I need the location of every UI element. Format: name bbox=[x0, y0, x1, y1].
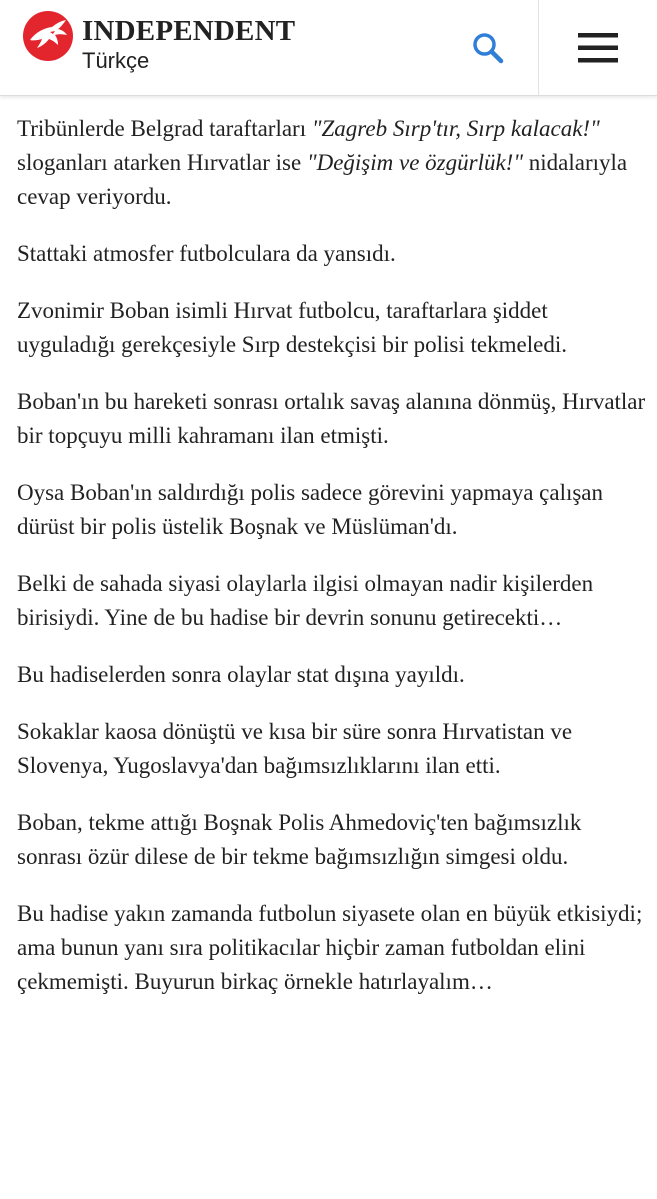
article-paragraph-1 bbox=[17, 112, 647, 214]
hamburger-menu-icon bbox=[578, 33, 618, 63]
article-body bbox=[17, 112, 647, 1022]
article-paragraph-10: Bu hadise yakın zamanda futbolun siyasete olan en büyük etkisiydi; ama bunun yanı sıra politikacılar hiçbir zaman futboldan elini çekmemişti. Buyurun birkaç örnekle hatırlayalım… bbox=[17, 901, 643, 994]
independent-turkce-logo[interactable] bbox=[22, 10, 322, 80]
article-paragraph-9: Boban, tekme attığı Boşnak Polis Ahmedoviç'ten bağımsızlık sonrası özür dilese de bir tekme bağımsızlığın simgesi oldu. bbox=[17, 810, 582, 869]
eagle-logo-icon bbox=[22, 10, 74, 62]
article-paragraph-5: Oysa Boban'ın saldırdığı polis sadece görevini yapmaya çalışan dürüst bir polis üstelik Boşnak ve Müslüman'dı. bbox=[17, 480, 604, 539]
site-header bbox=[0, 0, 657, 96]
article-paragraph-3: Zvonimir Boban isimli Hırvat futbolcu, taraftarlara şiddet uyguladığı gerekçesiyle Sırp destekçisi bir polisi tekmeledi. bbox=[17, 298, 567, 357]
menu-button[interactable] bbox=[539, 0, 657, 95]
p1-text-a: Tribünlerde Belgrad taraftarları bbox=[17, 116, 312, 141]
search-icon bbox=[471, 31, 505, 65]
article-paragraph-2: Stattaki atmosfer futbolculara da yansıdı. bbox=[17, 241, 396, 266]
article-paragraph-8: Sokaklar kaosa dönüştü ve kısa bir süre sonra Hırvatistan ve Slovenya, Yugoslavya'dan bağımsızlıklarını ilan etti. bbox=[17, 719, 573, 778]
p1-text-e: nidalarıyla cevap veriyordu. bbox=[17, 150, 628, 209]
brand-name: INDEPENDENT bbox=[82, 15, 296, 47]
p1-quote-belgrad: "Zagreb Sırp'tır, Sırp kalacak!" bbox=[311, 116, 600, 141]
search-button[interactable] bbox=[438, 0, 538, 95]
article-paragraph-4: Boban'ın bu hareketi sonrası ortalık savaş alanına dönmüş, Hırvatlar bir topçuyu milli kahramanı ilan etmişti. bbox=[17, 389, 646, 448]
p1-quote-croatia: "Değişim ve özgürlük!" bbox=[306, 150, 523, 175]
article-paragraph-6: Belki de sahada siyasi olaylarla ilgisi olmayan nadir kişilerden birisiydi. Yine de bu hadise bir devrin sonunu getirecekti… bbox=[17, 571, 594, 630]
edition-name: Türkçe bbox=[82, 48, 150, 73]
p1-text-c: sloganları atarken Hırvatlar ise bbox=[17, 150, 307, 175]
article-paragraph-7: Bu hadiselerden sonra olaylar stat dışına yayıldı. bbox=[17, 662, 465, 687]
